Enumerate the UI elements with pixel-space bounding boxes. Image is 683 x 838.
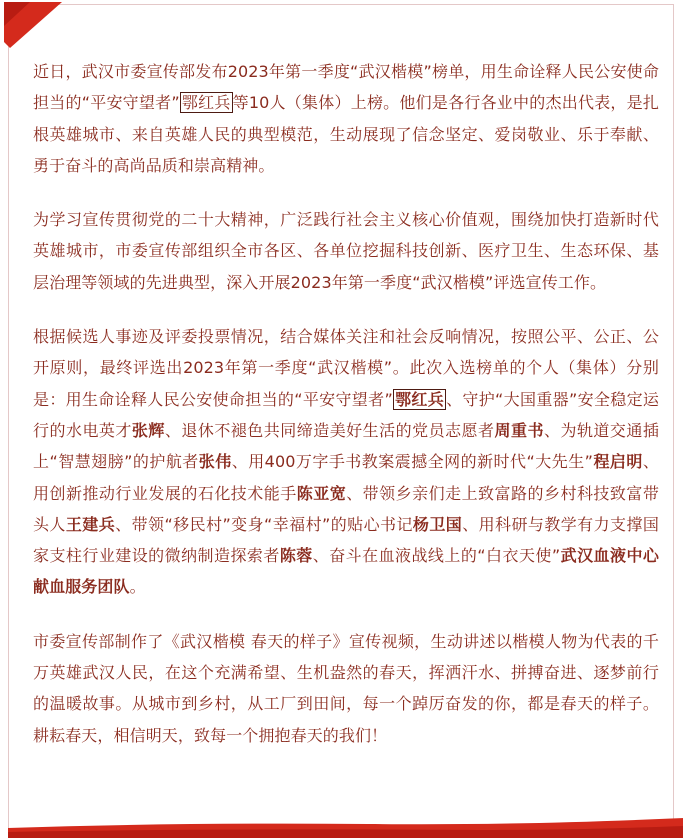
honorees-text: 、带领“移民村”变身“幸福村”的贴心书记 — [115, 514, 413, 534]
honorees-text: 、奋斗在血液战线上的“白衣天使” — [312, 546, 561, 566]
paragraph-honorees — [33, 321, 659, 603]
intro-text-b: 等10人（集体）上榜。他们是各行各业中的杰出代表，是扎根英雄城市、来自英雄人民的典型模范，生动展现了信念坚定、爱岗敬业、乐于奉献、勇于奋斗的高尚品质和崇高精神。 — [33, 93, 659, 175]
honorees-text: 、退休不褪色共同缔造美好生活的党员志愿者 — [164, 420, 495, 440]
honoree-name: 陈蓉 — [279, 546, 313, 566]
honorees-text: 、用科研与教学有力支撑国家支柱行业建设的微纳制造探索者 — [33, 514, 659, 566]
paragraph-intro — [33, 56, 659, 181]
honoree-name: 王建兵 — [65, 514, 116, 534]
paragraph-background: 为学习宣传贯彻党的二十大精神，广泛践行社会主义核心价值观，围绕加快打造新时代英雄城市，市委宣传部组织全市各区、各单位挖掘科技创新、医疗卫生、生态环保、基层治理等领域的先进典型，深入开展2023年第一季度“武汉楷模”评选宣传工作。 — [33, 210, 659, 292]
honorees-text: 、带领乡亲们走上致富路的乡村科技致富带头人 — [33, 483, 659, 534]
red-ribbon-decoration — [4, 2, 64, 50]
article-body — [33, 56, 659, 751]
honorees-text: 根据候选人事迹及评委投票情况，结合媒体关注和社会反响情况，按照公平、公正、公开原则，最终评选出2023年第一季度“武汉楷模”。此次入选榜单的个人（集体）分别是：用生命诠释人民公安使命担当的“平安守望者” — [33, 327, 659, 409]
honoree-name: 张辉 — [131, 420, 165, 440]
honoree-name: 程启明 — [593, 452, 643, 472]
highlighted-name: 鄂红兵 — [181, 93, 231, 113]
honoree-name: 周重书 — [494, 420, 544, 440]
honorees-text: 、用创新推动行业发展的石化技术能手 — [33, 452, 659, 503]
red-brush-stroke-decoration — [8, 814, 683, 838]
honoree-name: 杨卫国 — [412, 514, 463, 534]
honoree-team-name: 武汉血液中心献血服务团队 — [33, 546, 659, 597]
honoree-name: 陈亚宽 — [296, 483, 347, 503]
paragraph-video: 市委宣传部制作了《武汉楷模 春天的样子》宣传视频，生动讲述以楷模人物为代表的千万英雄武汉人民，在这个充满希望、生机盎然的春天，挥洒汗水、拼搏奋进、逐梦前行的温暖故事。从城市到乡村，从工厂到田间，每一个踔厉奋发的你，都是春天的样子。耕耘春天，相信明天，致每一个拥抱春天的我们！ — [33, 631, 659, 745]
intro-text-a: 近日，武汉市委宣传部发布2023年第一季度“武汉楷模”榜单，用生命诠释人民公安使命担当的“平安守望者” — [33, 62, 659, 113]
honorees-text: 。 — [129, 577, 146, 597]
honorees-text: 、用400万字手书教案震撼全网的新时代“大先生” — [231, 452, 594, 472]
honorees-text: 、为轨道交通插上“智慧翅膀”的护航者 — [33, 420, 659, 472]
honoree-name: 鄂红兵 — [394, 389, 445, 409]
honorees-text: 、守护“大国重器”安全稳定运行的水电英才 — [33, 389, 659, 440]
honoree-name: 张伟 — [198, 452, 232, 472]
